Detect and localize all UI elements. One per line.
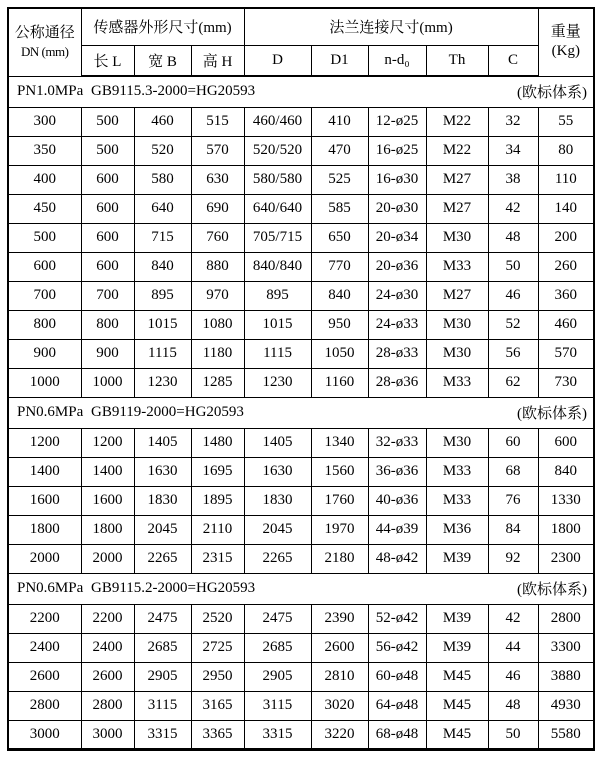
table-cell: 2600 (8, 662, 81, 691)
header-col-length: 长 L (81, 45, 134, 76)
table-cell: 3315 (244, 720, 311, 749)
section-note: (欧标体系) (517, 406, 588, 422)
table-cell: 840/840 (244, 252, 311, 281)
table-cell: 260 (538, 252, 594, 281)
table-cell: 2475 (134, 604, 191, 633)
section-pressure: PN0.6MPa (17, 580, 84, 596)
table-cell: 600 (81, 252, 134, 281)
table-cell: 76 (488, 486, 538, 515)
table-cell: 1230 (134, 368, 191, 397)
table-cell: 1000 (8, 368, 81, 397)
table-cell: 2180 (311, 544, 368, 573)
table-cell: M30 (426, 310, 488, 339)
table-cell: 1600 (8, 486, 81, 515)
table-cell: M27 (426, 165, 488, 194)
table-cell: 1405 (134, 428, 191, 457)
table-cell: 470 (311, 136, 368, 165)
header-col-d: D (244, 45, 311, 76)
table-cell: 1230 (244, 368, 311, 397)
table-cell: 715 (134, 223, 191, 252)
table-cell: 1115 (244, 339, 311, 368)
table-cell: 880 (191, 252, 244, 281)
table-cell: 1895 (191, 486, 244, 515)
table-cell: M45 (426, 720, 488, 749)
table-cell: 52 (488, 310, 538, 339)
table-cell: M33 (426, 368, 488, 397)
table-cell: 1800 (538, 515, 594, 544)
header-weight-sub: (Kg) (551, 43, 580, 60)
table-cell: 630 (191, 165, 244, 194)
table-cell: 900 (8, 339, 81, 368)
table-cell: 3365 (191, 720, 244, 749)
table-cell: 1830 (244, 486, 311, 515)
table-cell: 200 (538, 223, 594, 252)
table-cell: 600 (538, 428, 594, 457)
table-cell: M27 (426, 281, 488, 310)
table-cell: 600 (81, 165, 134, 194)
table-cell: 1830 (134, 486, 191, 515)
table-cell: 690 (191, 194, 244, 223)
table-cell: 800 (8, 310, 81, 339)
table-cell: 60 (488, 428, 538, 457)
table-cell: 4930 (538, 691, 594, 720)
table-row (8, 720, 594, 749)
table-cell: 1200 (8, 428, 81, 457)
header-col-d1: D1 (311, 45, 368, 76)
table-row (8, 136, 594, 165)
table-cell: 600 (81, 223, 134, 252)
section-header-cell (8, 397, 594, 428)
table-cell: 1630 (244, 457, 311, 486)
header-col-th: Th (426, 45, 488, 76)
table-cell: 55 (538, 107, 594, 136)
table-row (8, 515, 594, 544)
table-cell: 2315 (191, 544, 244, 573)
table-cell: 1160 (311, 368, 368, 397)
table-cell: 52-ø42 (368, 604, 426, 633)
table-cell: 450 (8, 194, 81, 223)
table-cell: 68 (488, 457, 538, 486)
table-cell: 1000 (81, 368, 134, 397)
table-cell: M39 (426, 633, 488, 662)
table-cell: 2000 (81, 544, 134, 573)
table-cell: 520 (134, 136, 191, 165)
table-cell: 460 (134, 107, 191, 136)
table-cell: 2800 (81, 691, 134, 720)
section-pressure: PN1.0MPa (17, 83, 84, 100)
table-cell: 50 (488, 252, 538, 281)
header-dn-title: 公称通径 (14, 25, 75, 42)
table-cell: 2390 (311, 604, 368, 633)
table-cell: 640/640 (244, 194, 311, 223)
table-cell: 640 (134, 194, 191, 223)
table-cell: 62 (488, 368, 538, 397)
table-cell: 56-ø42 (368, 633, 426, 662)
table-cell: 2600 (311, 633, 368, 662)
table-cell: 460 (538, 310, 594, 339)
table-cell: 40-ø36 (368, 486, 426, 515)
table-cell: 2300 (538, 544, 594, 573)
table-cell: 585 (311, 194, 368, 223)
table-cell: 650 (311, 223, 368, 252)
table-cell: 24-ø30 (368, 281, 426, 310)
table-cell: 570 (538, 339, 594, 368)
table-cell: 300 (8, 107, 81, 136)
header-weight-title: 重量 (550, 24, 581, 41)
table-row (8, 107, 594, 136)
table-cell: 1480 (191, 428, 244, 457)
table-cell: 1015 (244, 310, 311, 339)
table-cell: M33 (426, 486, 488, 515)
section-header-cell (8, 573, 594, 604)
table-cell: 2600 (81, 662, 134, 691)
section-pressure: PN0.6MPa (17, 404, 84, 420)
table-cell: 2800 (8, 691, 81, 720)
table-cell: 16-ø25 (368, 136, 426, 165)
section-header-cell (8, 76, 594, 107)
section-standard: GB9115.3-2000=HG20593 (91, 83, 256, 100)
table-cell: 1970 (311, 515, 368, 544)
table-cell: 28-ø36 (368, 368, 426, 397)
table-cell: 1760 (311, 486, 368, 515)
table-cell: 110 (538, 165, 594, 194)
table-cell: 1200 (81, 428, 134, 457)
table-cell: 770 (311, 252, 368, 281)
table-row (8, 604, 594, 633)
table-row (8, 691, 594, 720)
table-row (8, 544, 594, 573)
table-cell: 42 (488, 194, 538, 223)
table-row (8, 486, 594, 515)
table-cell: 32 (488, 107, 538, 136)
table-body (8, 76, 594, 749)
table-cell: 705/715 (244, 223, 311, 252)
table-cell: 3880 (538, 662, 594, 691)
table-cell: 900 (81, 339, 134, 368)
header-flange-group: 法兰连接尺寸(mm) (244, 8, 538, 45)
spec-table (7, 7, 595, 751)
table-cell: 570 (191, 136, 244, 165)
table-cell: 2800 (538, 604, 594, 633)
table-row (8, 165, 594, 194)
table-cell: 400 (8, 165, 81, 194)
table-cell: 48-ø42 (368, 544, 426, 573)
table-cell: M33 (426, 457, 488, 486)
table-cell: M22 (426, 136, 488, 165)
table-cell: 50 (488, 720, 538, 749)
table-cell: 46 (488, 662, 538, 691)
table-row (8, 194, 594, 223)
table-cell: 46 (488, 281, 538, 310)
table-row (8, 339, 594, 368)
table-cell: 2045 (134, 515, 191, 544)
table-cell: M30 (426, 223, 488, 252)
table-cell: 44-ø39 (368, 515, 426, 544)
table-cell: 1800 (81, 515, 134, 544)
header-weight (538, 8, 594, 76)
table-cell: M45 (426, 662, 488, 691)
table-cell: 580 (134, 165, 191, 194)
table-cell: 2200 (8, 604, 81, 633)
table-cell: 1115 (134, 339, 191, 368)
table-cell: 2400 (8, 633, 81, 662)
table-cell: M45 (426, 691, 488, 720)
table-cell: 840 (311, 281, 368, 310)
table-cell: 1340 (311, 428, 368, 457)
table-cell: 42 (488, 604, 538, 633)
table-cell: 700 (81, 281, 134, 310)
table-cell: 140 (538, 194, 594, 223)
table-cell: 3300 (538, 633, 594, 662)
table-row (8, 310, 594, 339)
table-cell: 80 (538, 136, 594, 165)
table-cell: 3165 (191, 691, 244, 720)
table-cell: 970 (191, 281, 244, 310)
table-cell: 2475 (244, 604, 311, 633)
table-cell: M33 (426, 252, 488, 281)
table-cell: 3115 (134, 691, 191, 720)
table-cell: 44 (488, 633, 538, 662)
table-cell: 1015 (134, 310, 191, 339)
table-cell: 500 (81, 136, 134, 165)
table-cell: 2905 (244, 662, 311, 691)
table-cell: 460/460 (244, 107, 311, 136)
table-cell: 2520 (191, 604, 244, 633)
table-header (8, 8, 594, 76)
table-cell: 600 (81, 194, 134, 223)
section-note: (欧标体系) (517, 85, 588, 102)
table-cell: 20-ø34 (368, 223, 426, 252)
section-row (8, 397, 594, 428)
table-cell: 32-ø33 (368, 428, 426, 457)
table-cell: 2000 (8, 544, 81, 573)
table-cell: 580/580 (244, 165, 311, 194)
table-cell: 48 (488, 223, 538, 252)
table-cell: 92 (488, 544, 538, 573)
table-cell: 24-ø33 (368, 310, 426, 339)
table-cell: 600 (8, 252, 81, 281)
table-cell: 1285 (191, 368, 244, 397)
table-cell: 1695 (191, 457, 244, 486)
table-cell: 1800 (8, 515, 81, 544)
table-cell: M30 (426, 428, 488, 457)
table-cell: 1560 (311, 457, 368, 486)
table-cell: 1180 (191, 339, 244, 368)
table-cell: 520/520 (244, 136, 311, 165)
table-cell: 1600 (81, 486, 134, 515)
table-row (8, 633, 594, 662)
table-cell: 500 (8, 223, 81, 252)
table-cell: 500 (81, 107, 134, 136)
table-cell: 2685 (134, 633, 191, 662)
table-cell: M27 (426, 194, 488, 223)
table-cell: 1400 (8, 457, 81, 486)
table-cell: 2110 (191, 515, 244, 544)
table-cell: 48 (488, 691, 538, 720)
section-row (8, 76, 594, 107)
table-cell: 515 (191, 107, 244, 136)
table-cell: 895 (134, 281, 191, 310)
table-cell: M39 (426, 544, 488, 573)
table-cell: 2200 (81, 604, 134, 633)
table-cell: 34 (488, 136, 538, 165)
table-row (8, 252, 594, 281)
table-cell: M39 (426, 604, 488, 633)
table-cell: 16-ø30 (368, 165, 426, 194)
table-cell: 3000 (8, 720, 81, 749)
table-cell: 3115 (244, 691, 311, 720)
table-cell: 525 (311, 165, 368, 194)
table-cell: 3315 (134, 720, 191, 749)
table-cell: 12-ø25 (368, 107, 426, 136)
table-row (8, 457, 594, 486)
section-standard: GB9115.2-2000=HG20593 (91, 580, 256, 596)
table-cell: 410 (311, 107, 368, 136)
table-cell: 760 (191, 223, 244, 252)
table-cell: M30 (426, 339, 488, 368)
table-cell: 3220 (311, 720, 368, 749)
table-cell: 840 (538, 457, 594, 486)
table-cell: 36-ø36 (368, 457, 426, 486)
table-cell: 2950 (191, 662, 244, 691)
header-col-nd0: n-d₀ (368, 45, 426, 76)
table-cell: 360 (538, 281, 594, 310)
table-cell: 5580 (538, 720, 594, 749)
table-cell: 28-ø33 (368, 339, 426, 368)
table-cell: 1630 (134, 457, 191, 486)
table-cell: 1405 (244, 428, 311, 457)
section-row (8, 573, 594, 604)
table-row (8, 428, 594, 457)
table-cell: 1050 (311, 339, 368, 368)
table-cell: 64-ø48 (368, 691, 426, 720)
table-cell: 84 (488, 515, 538, 544)
table-cell: 730 (538, 368, 594, 397)
table-cell: 20-ø36 (368, 252, 426, 281)
header-col-c: C (488, 45, 538, 76)
table-cell: 700 (8, 281, 81, 310)
table-cell: 2905 (134, 662, 191, 691)
header-col-width: 宽 B (134, 45, 191, 76)
table-cell: 1400 (81, 457, 134, 486)
table-cell: 2265 (134, 544, 191, 573)
table-cell: 60-ø48 (368, 662, 426, 691)
header-sensor-group: 传感器外形尺寸(mm) (81, 8, 244, 45)
section-note: (欧标体系) (517, 582, 588, 598)
header-dn (8, 8, 81, 76)
table-cell: 2265 (244, 544, 311, 573)
table-row (8, 368, 594, 397)
table-cell: 1080 (191, 310, 244, 339)
table-cell: 20-ø30 (368, 194, 426, 223)
table-row (8, 223, 594, 252)
table-cell: 2400 (81, 633, 134, 662)
table-cell: 2725 (191, 633, 244, 662)
table-cell: 350 (8, 136, 81, 165)
table-cell: M36 (426, 515, 488, 544)
table-cell: 2810 (311, 662, 368, 691)
table-cell: 56 (488, 339, 538, 368)
header-col-height: 高 H (191, 45, 244, 76)
table-cell: 840 (134, 252, 191, 281)
table-row (8, 281, 594, 310)
table-row (8, 662, 594, 691)
table-cell: 38 (488, 165, 538, 194)
table-cell: M22 (426, 107, 488, 136)
header-dn-sub: DN (mm) (21, 44, 69, 60)
table-cell: 950 (311, 310, 368, 339)
table-cell: 895 (244, 281, 311, 310)
table-cell: 2045 (244, 515, 311, 544)
table-cell: 3020 (311, 691, 368, 720)
table-cell: 68-ø48 (368, 720, 426, 749)
table-cell: 3000 (81, 720, 134, 749)
table-cell: 800 (81, 310, 134, 339)
table-cell: 1330 (538, 486, 594, 515)
table-cell: 2685 (244, 633, 311, 662)
section-standard: GB9119-2000=HG20593 (91, 404, 244, 420)
